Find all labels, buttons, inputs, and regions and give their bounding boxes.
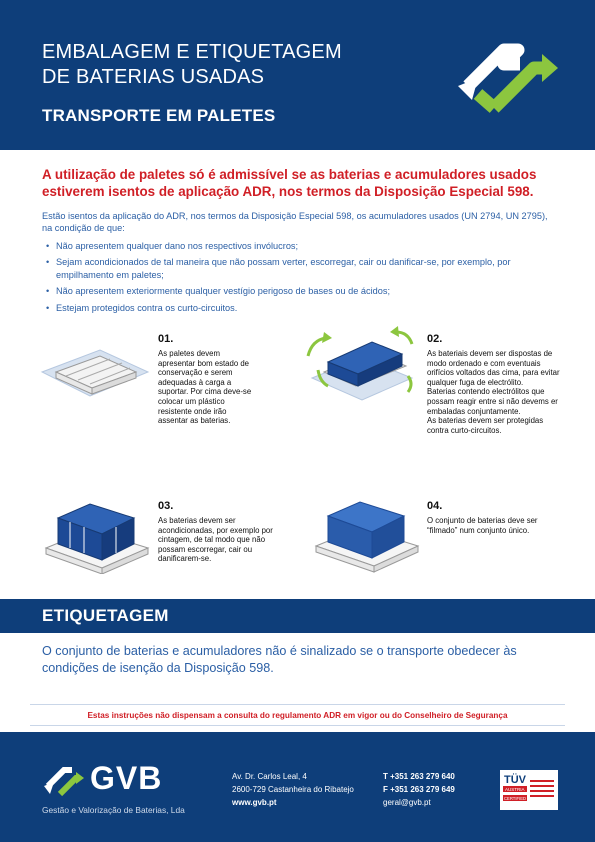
header-band	[0, 0, 595, 150]
step-paragraph: As bateriais devem ser dispostas de modo ordenado e com eventuais orifícios voltados das cima, para evitar qualquer fuga de electrólito.	[427, 349, 560, 387]
step-number: 02.	[427, 333, 443, 345]
step-02	[427, 333, 562, 435]
step-paragraph: As baterias devem ser acondicionadas, por exemplo por cintagem, de tal modo que não possam escorregar, cair ou danificarem-se.	[158, 516, 273, 564]
address-line: 2600-729 Castanheira do Ribatejo	[232, 785, 354, 794]
address-line: Av. Dr. Carlos Leal, 4	[232, 772, 307, 781]
step-01	[158, 333, 258, 426]
conditions-list	[46, 240, 556, 318]
batteries-on-pallet-illustration	[298, 322, 422, 402]
labeling-title: ETIQUETAGEM	[42, 606, 169, 625]
strapped-batteries-illustration	[40, 490, 154, 574]
divider	[30, 704, 565, 705]
step-03	[158, 500, 288, 564]
address-block	[232, 770, 354, 809]
step-text	[158, 349, 258, 426]
tuv-austria-certified-icon	[500, 770, 558, 810]
page-subtitle: TRANSPORTE EM PALETES	[42, 106, 276, 125]
step-text	[427, 349, 562, 435]
step-paragraph: Baterias contendo electrólitos que possam reagir entre si não devems er embaladas conjuntamente.	[427, 387, 558, 416]
step-number: 01.	[158, 333, 174, 345]
lead-statement: A utilização de paletes só é admissível se as baterias e acumuladores usados estiverem isentos de aplicação ADR, nos termos da Disposição Especial 598.	[42, 167, 537, 199]
brand-name: GVB	[90, 760, 163, 796]
condition-item: • Não apresentem exteriormente qualquer vestígio perigoso de bases ou de ácidos;	[46, 285, 556, 297]
step-number: 04.	[427, 500, 443, 512]
intro-text: Estão isentos da aplicação do ADR, nos termos da Disposição Especial 598, os acumuladores usados (UN 2794, UN 2795), na condição de que:	[42, 211, 548, 234]
email-link[interactable]: geral@gvb.pt	[383, 798, 431, 807]
recycle-arrows-icon	[42, 762, 84, 798]
labeling-text: O conjunto de baterias e acumuladores não é sinalizado se o transporte obedecer às condições de isenção da Disposição 598.	[42, 644, 517, 675]
step-text	[158, 516, 288, 564]
condition-item: • Sejam acondicionados de tal maneira que não possam verter, escorregar, cair ou danificar-se, por exemplo, por empilhamento em paletes;	[46, 256, 556, 281]
title-line-2: DE BATERIAS USADAS	[42, 66, 265, 88]
condition-item: • Não apresentem qualquer dano nos respectivos invólucros;	[46, 240, 556, 252]
footer	[0, 732, 595, 842]
safety-notice: Estas instruções não dispensam a consulta do regulamento ADR em vigor ou do Conselheiro de Segurança	[87, 711, 508, 720]
tuv-country-text: AUSTRIA	[505, 787, 525, 792]
page-title	[42, 40, 342, 90]
pallet-with-plastic-illustration	[38, 330, 152, 410]
phone-number: T +351 263 279 640	[383, 772, 455, 781]
labeling-section-band	[0, 599, 595, 633]
step-number: 03.	[158, 500, 174, 512]
title-line-1: EMBALAGEM E ETIQUETAGEM	[42, 41, 342, 63]
tuv-brand-text: TÜV	[504, 774, 526, 786]
tuv-status-text: CERTIFIED	[504, 796, 527, 801]
step-paragraph: O conjunto de baterias deve ser “filmado” num conjunto único.	[427, 516, 538, 535]
filmed-batteries-illustration	[312, 490, 422, 574]
fax-number: F +351 263 279 649	[383, 785, 455, 794]
step-paragraph: As paletes devem apresentar bom estado de conservação e serem adequadas à carga a suportar. Por cima deve-se colocar um plástico resistente onde irão assentar as baterias.	[158, 349, 252, 426]
divider	[30, 725, 565, 726]
condition-item: • Estejam protegidos contra os curto-circuitos.	[46, 302, 556, 314]
brand-tagline: Gestão e Valorização de Baterias, Lda	[42, 805, 185, 815]
step-04	[427, 500, 562, 535]
step-text	[427, 516, 562, 535]
website-link[interactable]: www.gvb.pt	[232, 798, 277, 807]
recycle-arrows-icon	[448, 38, 560, 118]
contact-block	[383, 770, 455, 809]
step-paragraph: As baterias devem ser protegidas contra curto-circuitos.	[427, 416, 544, 435]
